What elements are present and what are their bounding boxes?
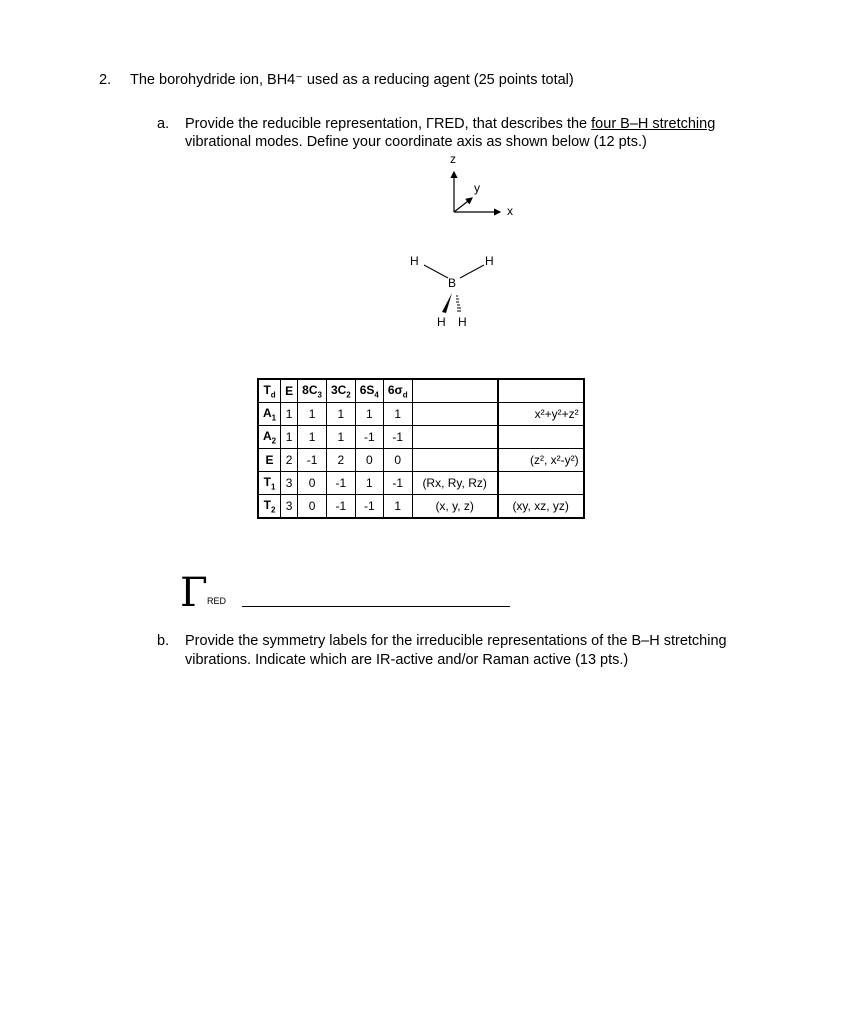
- char-cell: -1: [326, 472, 355, 495]
- header-cell: [498, 379, 584, 403]
- bond-top-right: [460, 265, 484, 278]
- part-a-line1-prefix: Provide the reducible representation, ΓRED, that describes the: [185, 116, 592, 132]
- linear-rot-cell: [412, 403, 498, 426]
- char-cell: 1: [355, 472, 383, 495]
- char-cell: 2: [326, 449, 355, 472]
- irrep-label: $T_1$: [258, 472, 281, 495]
- header-cell: $8C_3$: [298, 379, 327, 403]
- atom-h-top-right: H: [485, 254, 494, 268]
- header-cell: E: [281, 379, 298, 403]
- table-row: [258, 472, 584, 495]
- char-cell: 0: [298, 495, 327, 519]
- char-cell: 1: [298, 403, 327, 426]
- char-cell: 0: [298, 472, 327, 495]
- char-cell: 1: [326, 403, 355, 426]
- char-cell: 0: [383, 449, 412, 472]
- gamma-subscript: RED: [207, 596, 227, 606]
- coordinate-axes-diagram: [440, 160, 510, 220]
- header-cell: $T_d$: [258, 379, 281, 403]
- answer-blank-line[interactable]: [242, 606, 510, 607]
- char-cell: 3: [281, 495, 298, 519]
- table-row: [258, 495, 584, 519]
- axis-y-label: y: [474, 181, 480, 195]
- part-a-line1: [185, 116, 715, 132]
- char-cell: 1: [281, 426, 298, 449]
- atom-h-bottom-left: H: [437, 315, 446, 329]
- irrep-label: $T_2$: [258, 495, 281, 519]
- header-cell: $6S_4$: [355, 379, 383, 403]
- header-cell: $6\sigma_d$: [383, 379, 412, 403]
- part-a-underlined-text: four B–H stretching: [591, 116, 716, 132]
- linear-rot-cell: [412, 426, 498, 449]
- char-cell: 1: [298, 426, 327, 449]
- header-cell: [412, 379, 498, 403]
- part-a-letter: a.: [157, 116, 170, 132]
- linear-rot-cell: (x, y, z): [412, 495, 498, 519]
- quadratic-cell: (xy, xz, yz): [498, 495, 584, 519]
- quadratic-cell: x²+y²+z²: [498, 403, 584, 426]
- header-cell: $3C_2$: [326, 379, 355, 403]
- char-cell: 1: [383, 495, 412, 519]
- table-row: [258, 426, 584, 449]
- atom-b-center: B: [448, 276, 457, 290]
- atom-h-top-left: H: [410, 254, 419, 268]
- char-cell: -1: [383, 426, 412, 449]
- table-header-row: [258, 379, 584, 403]
- irrep-label: E: [258, 449, 281, 472]
- char-cell: 1: [326, 426, 355, 449]
- char-cell: 1: [383, 403, 412, 426]
- irrep-label: $A_2$: [258, 426, 281, 449]
- quadratic-cell: [498, 472, 584, 495]
- quadratic-cell: [498, 426, 584, 449]
- gamma-symbol: Γ: [180, 570, 208, 616]
- char-cell: 1: [355, 403, 383, 426]
- question-title: The borohydride ion, BH4⁻ used as a reducing agent (25 points total): [130, 72, 574, 88]
- part-b-line1: Provide the symmetry labels for the irreducible representations of the B–H stretching: [185, 633, 727, 649]
- axis-z-label: z: [450, 152, 456, 166]
- quadratic-cell: (z², x²-y²): [498, 449, 584, 472]
- table-row: [258, 403, 584, 426]
- char-cell: -1: [298, 449, 327, 472]
- char-cell: 3: [281, 472, 298, 495]
- bond-top-left: [424, 265, 448, 278]
- question-number: 2.: [99, 72, 112, 88]
- wedge-bond: [442, 293, 452, 313]
- char-cell: -1: [383, 472, 412, 495]
- part-b-line2: vibrations. Indicate which are IR-active and/or Raman active (13 pts.): [185, 652, 629, 668]
- part-a-line2: vibrational modes. Define your coordinate axis as shown below (12 pts.): [185, 134, 647, 150]
- hash-bond: [456, 296, 461, 311]
- atom-h-bottom-right: H: [458, 315, 467, 329]
- char-cell: 1: [281, 403, 298, 426]
- irrep-label: $A_1$: [258, 403, 281, 426]
- table-row: [258, 449, 584, 472]
- char-cell: 2: [281, 449, 298, 472]
- linear-rot-cell: [412, 449, 498, 472]
- axis-x-label: x: [507, 204, 513, 218]
- char-cell: -1: [355, 495, 383, 519]
- part-b-letter: b.: [157, 633, 170, 649]
- char-cell: 0: [355, 449, 383, 472]
- char-cell: -1: [326, 495, 355, 519]
- y-axis-arrow: [454, 198, 472, 212]
- linear-rot-cell: (Rx, Ry, Rz): [412, 472, 498, 495]
- char-cell: -1: [355, 426, 383, 449]
- character-table: [257, 378, 585, 519]
